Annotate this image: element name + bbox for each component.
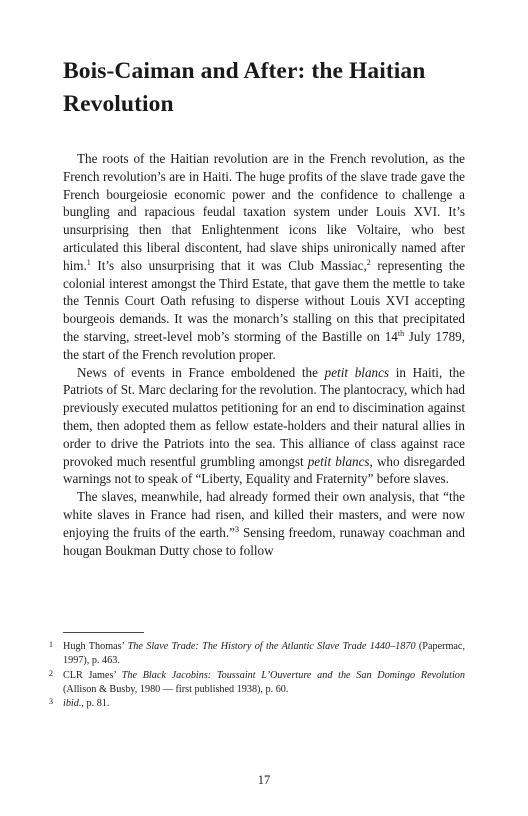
footnote-number: 2 (49, 668, 53, 678)
footnote-work: The Slave Trade: The History of the Atlantic Slave Trade 1440–1870 (127, 641, 416, 652)
footnote-number: 3 (49, 697, 53, 707)
paragraph-text: , who disregarded warnings not to speak of “Liberty, Equality and Fraternity” before slaves. (63, 453, 465, 487)
paragraph-2 (63, 364, 465, 489)
paragraph-1 (63, 150, 465, 364)
emphasis-text: petit blancs (307, 453, 370, 469)
footnote-3 (49, 697, 465, 711)
footnote-author: Hugh Thomas’ (63, 641, 128, 652)
paragraph-text: The slaves, meanwhile, had already formed their own analysis, that “the white slaves in France had risen, and killed their masters, and were now enjoying the fruits of the earth.” (63, 489, 465, 540)
book-page (49, 0, 465, 816)
paragraph-text: July 1789, the start of the French revolution proper. (63, 328, 465, 362)
footnote-rule (63, 632, 144, 633)
footnote-details: (Allison & Busby, 1980 — first published 1938), p. 60. (63, 683, 289, 695)
emphasis-text: petit blancs (324, 364, 390, 380)
footnote-2 (49, 668, 465, 698)
footnote-ref-3[interactable]: 3 (235, 524, 239, 534)
footnotes (49, 640, 465, 711)
footnote-ref-2[interactable]: 2 (366, 257, 371, 267)
footnote-details: (Papermac, 1997), p. 463. (63, 641, 465, 667)
footnote-work: The Black Jacobins: Toussaint L’Ouverture and the San Domingo Revolution (121, 669, 465, 681)
paragraph-text: representing the colonial interest amongst the Third Estate, that gave them the mettle to take the Tennis Court Oath refusing to disperse without Louis XVI accepting bourgeois demands. It was the monarch’s stalling on this that precipitated the starving, street-level mob’s storming of the Bastille on 14 (63, 257, 465, 344)
page-number: 17 (257, 773, 271, 787)
footnote-work: ibid. (63, 698, 82, 710)
paragraph-text: Sensing freedom, runaway coachman and hougan Boukman Dutty chose to follow (63, 524, 465, 558)
paragraph-3 (63, 488, 465, 559)
footnote-number: 1 (49, 640, 53, 649)
paragraph-text: News of events in France emboldened the (77, 364, 325, 380)
body-text (63, 150, 465, 559)
footnote-ref-1[interactable]: 1 (86, 257, 91, 267)
paragraph-text: The roots of the Haitian revolution are in the French revolution, as the French revolution’s are in Haiti. The huge profits of the slave trade gave the French bourgeiosie economic power and the confidence to challenge a bungling and rapacious feudal taxation system under Louis XVI. It’s unsurprising then that Enlightenment icons like Voltaire, who best articulated this liberal discontent, had slave ships unironically named after him. (63, 151, 465, 273)
paragraph-text: It’s also unsurprising that it was Club Massiac, (90, 257, 367, 273)
footnote-details: , p. 81. (81, 698, 110, 710)
footnote-1 (49, 640, 465, 669)
paragraph-text: in Haiti, the Patriots of St. Marc declaring for the revolution. The plantocracy, which had previously executed mulattos petitioning for an end to discimination against them, then adopted them as fellow estate-holders and their natural allies in order to drive the Patriots into the sea. This alliance of class against race provoked much resentful grumbling amongst (63, 364, 465, 469)
chapter-title: Bois-Caiman and After: the Haitian Revolution (63, 58, 426, 117)
footnote-author: CLR James’ (63, 669, 122, 681)
ordinal-suffix: th (397, 328, 405, 338)
